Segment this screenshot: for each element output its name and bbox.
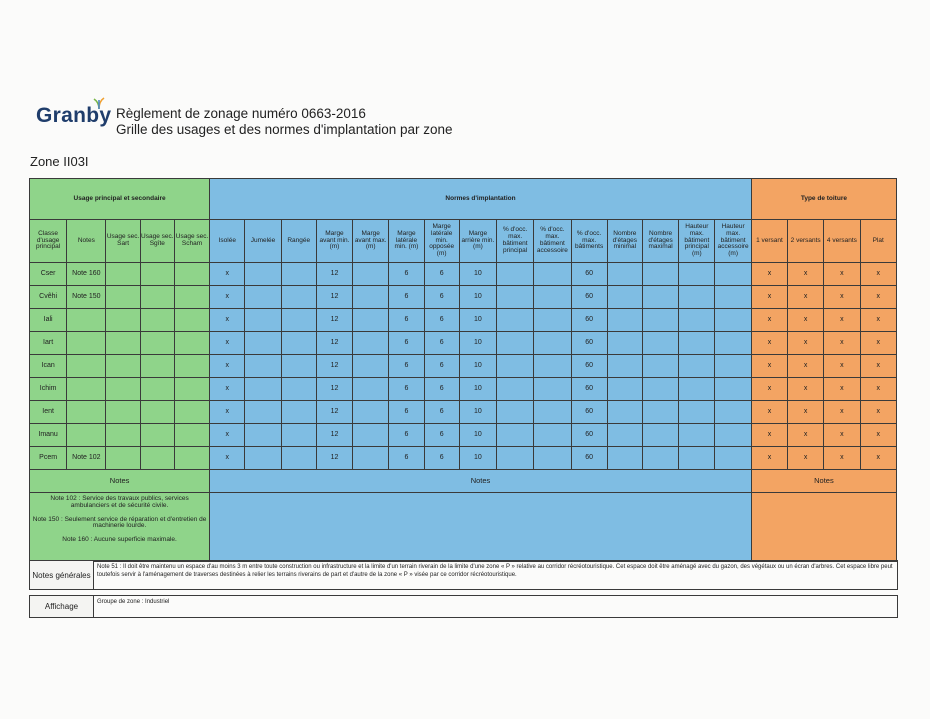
- note-cell: [67, 401, 106, 424]
- leaf-icon: [92, 96, 106, 110]
- norme-cell: x: [210, 401, 245, 424]
- toiture-cell: x: [788, 378, 824, 401]
- class-cell: Iart: [30, 332, 67, 355]
- norme-cell: 6: [389, 447, 424, 470]
- usage-sec-cell: [174, 424, 209, 447]
- col-header-normes: % d'occ. max. bâtiment accessoire: [534, 220, 571, 263]
- toiture-cell: x: [860, 355, 896, 378]
- norme-cell: 6: [389, 401, 424, 424]
- norme-cell: 12: [316, 424, 352, 447]
- usage-sec-cell: [174, 447, 209, 470]
- table-row: [30, 286, 897, 309]
- norme-cell: 12: [316, 401, 352, 424]
- norme-cell: x: [210, 355, 245, 378]
- norme-cell: 6: [389, 332, 424, 355]
- toiture-cell: x: [860, 309, 896, 332]
- usage-sec-cell: [174, 401, 209, 424]
- norme-cell: [281, 447, 316, 470]
- usage-sec-cell: [106, 309, 140, 332]
- norme-cell: [353, 263, 389, 286]
- norme-cell: [497, 286, 534, 309]
- table-row: [30, 447, 897, 470]
- norme-cell: 6: [389, 355, 424, 378]
- norme-cell: [245, 332, 281, 355]
- norme-cell: [715, 286, 751, 309]
- norme-cell: [607, 355, 642, 378]
- norme-cell: [679, 332, 715, 355]
- usage-sec-cell: [106, 286, 140, 309]
- note-item: Note 102 : Service des travaux publics, services ambulanciers et de sécurité civile.: [50, 495, 189, 509]
- norme-cell: [497, 424, 534, 447]
- norme-cell: 10: [459, 401, 496, 424]
- col-header-usage: Usage sec. Sart: [106, 220, 140, 263]
- usage-sec-cell: [106, 401, 140, 424]
- col-header-toiture: Plat: [860, 220, 896, 263]
- toiture-cell: x: [788, 401, 824, 424]
- toiture-cell: x: [860, 401, 896, 424]
- toiture-cell: x: [788, 424, 824, 447]
- norme-cell: [679, 286, 715, 309]
- usage-sec-cell: [174, 355, 209, 378]
- norme-cell: [534, 447, 571, 470]
- normes-section-header: Normes d'implantation: [210, 179, 752, 220]
- norme-cell: [245, 447, 281, 470]
- norme-cell: [642, 309, 678, 332]
- norme-cell: [607, 332, 642, 355]
- norme-cell: [281, 424, 316, 447]
- document-subtitle: Grille des usages et des normes d'implantation par zone: [116, 122, 453, 137]
- toiture-cell: x: [751, 263, 787, 286]
- class-cell: Ichim: [30, 378, 67, 401]
- norme-cell: [245, 263, 281, 286]
- usage-sec-cell: [140, 332, 174, 355]
- toiture-cell: x: [788, 286, 824, 309]
- usage-sec-cell: [140, 424, 174, 447]
- toiture-cell: x: [788, 263, 824, 286]
- norme-cell: x: [210, 378, 245, 401]
- norme-cell: 60: [571, 309, 607, 332]
- norme-cell: [281, 401, 316, 424]
- norme-cell: [281, 286, 316, 309]
- norme-cell: x: [210, 332, 245, 355]
- col-header-normes: Marge arrière min. (m): [459, 220, 496, 263]
- norme-cell: [497, 263, 534, 286]
- class-cell: Imanu: [30, 424, 67, 447]
- norme-cell: [281, 263, 316, 286]
- col-header-normes: % d'occ. max. bâtiments: [571, 220, 607, 263]
- table-row: [30, 424, 897, 447]
- note-cell: [67, 332, 106, 355]
- norme-cell: [245, 401, 281, 424]
- toiture-cell: x: [824, 332, 860, 355]
- usage-sec-cell: [174, 309, 209, 332]
- notes-header-toiture: Notes: [751, 470, 896, 493]
- note-cell: [67, 355, 106, 378]
- norme-cell: [353, 424, 389, 447]
- usage-sec-cell: [174, 286, 209, 309]
- norme-cell: 60: [571, 286, 607, 309]
- norme-cell: [679, 424, 715, 447]
- toiture-cell: x: [824, 447, 860, 470]
- norme-cell: [245, 286, 281, 309]
- norme-cell: 12: [316, 263, 352, 286]
- toiture-cell: x: [860, 263, 896, 286]
- norme-cell: 60: [571, 447, 607, 470]
- zoning-grid: [29, 178, 897, 562]
- usage-sec-cell: [106, 332, 140, 355]
- notes-toiture-body: [751, 493, 896, 562]
- usage-sec-cell: [174, 332, 209, 355]
- norme-cell: [353, 447, 389, 470]
- norme-cell: [679, 447, 715, 470]
- norme-cell: [642, 424, 678, 447]
- norme-cell: 6: [424, 332, 459, 355]
- norme-cell: 6: [424, 424, 459, 447]
- norme-cell: [679, 378, 715, 401]
- note-item: Note 150 : Seulement service de réparation et d'entretien de machinerie lourde.: [32, 515, 207, 530]
- col-header-normes: Nombre d'étages minimal: [607, 220, 642, 263]
- col-header-normes: Rangée: [281, 220, 316, 263]
- norme-cell: 12: [316, 332, 352, 355]
- class-cell: Pcem: [30, 447, 67, 470]
- toiture-cell: x: [751, 309, 787, 332]
- notes-header: Notes: [30, 470, 210, 493]
- norme-cell: 10: [459, 447, 496, 470]
- note-item: Note 160 : Aucune superficie maximale.: [62, 536, 177, 544]
- norme-cell: 10: [459, 332, 496, 355]
- toiture-cell: x: [824, 309, 860, 332]
- col-header-normes: Marge latérale min. (m): [389, 220, 424, 263]
- norme-cell: 12: [316, 378, 352, 401]
- norme-cell: 6: [389, 263, 424, 286]
- norme-cell: [642, 332, 678, 355]
- norme-cell: [679, 309, 715, 332]
- norme-cell: 10: [459, 309, 496, 332]
- norme-cell: 10: [459, 378, 496, 401]
- norme-cell: 60: [571, 378, 607, 401]
- class-cell: Iali: [30, 309, 67, 332]
- norme-cell: [607, 286, 642, 309]
- norme-cell: 12: [316, 355, 352, 378]
- col-header-toiture: 4 versants: [824, 220, 860, 263]
- norme-cell: [497, 309, 534, 332]
- toiture-section-header: Type de toiture: [751, 179, 896, 220]
- col-header-normes: Hauteur max. bâtiment accessoire (m): [715, 220, 751, 263]
- usage-sec-cell: [140, 447, 174, 470]
- usage-sec-cell: [140, 355, 174, 378]
- class-cell: Ient: [30, 401, 67, 424]
- zone-label: Zone II03I: [30, 154, 89, 169]
- norme-cell: [497, 401, 534, 424]
- norme-cell: [642, 355, 678, 378]
- note-cell: [67, 309, 106, 332]
- norme-cell: [497, 378, 534, 401]
- col-header-normes: Hauteur max. bâtiment principal (m): [679, 220, 715, 263]
- col-header-normes: Isolée: [210, 220, 245, 263]
- general-notes-text: Note 51 : Il doit être maintenu un espace d'au moins 3 m entre toute construction ou infrastructure et la limite d'un terrain riverain de la limite d'une zone « P » relative au corridor récréotouristique. Cet espace doit être aménagé avec du gazon, des végétaux ou un écran d'arbres. Cet espace libre peut toutefois servir à l'aménagement de traverses destinées à relier les terrains riverains de part et d'autre de la zone « P » visée par ce corridor récréotouristique.: [94, 561, 898, 590]
- table-row: [30, 378, 897, 401]
- col-header-normes: Marge latérale min. opposée (m): [424, 220, 459, 263]
- toiture-cell: x: [788, 309, 824, 332]
- note-cell: Note 160: [67, 263, 106, 286]
- norme-cell: [534, 263, 571, 286]
- norme-cell: [281, 332, 316, 355]
- col-header-usage: Notes: [67, 220, 106, 263]
- norme-cell: 10: [459, 424, 496, 447]
- norme-cell: [245, 424, 281, 447]
- norme-cell: [353, 332, 389, 355]
- usage-sec-cell: [140, 309, 174, 332]
- note-cell: [67, 424, 106, 447]
- col-header-usage: Classe d'usage principal: [30, 220, 67, 263]
- class-cell: Cvêhi: [30, 286, 67, 309]
- note-cell: Note 150: [67, 286, 106, 309]
- col-header-usage: Usage sec. Sgîte: [140, 220, 174, 263]
- table-row: [30, 401, 897, 424]
- table-row: [30, 332, 897, 355]
- norme-cell: [642, 378, 678, 401]
- norme-cell: [642, 401, 678, 424]
- toiture-cell: x: [751, 332, 787, 355]
- note-cell: Note 102: [67, 447, 106, 470]
- norme-cell: x: [210, 424, 245, 447]
- norme-cell: 60: [571, 263, 607, 286]
- general-notes-table: [29, 560, 898, 618]
- norme-cell: [607, 447, 642, 470]
- toiture-cell: x: [860, 424, 896, 447]
- norme-cell: 60: [571, 332, 607, 355]
- toiture-cell: x: [751, 401, 787, 424]
- affichage-text: Groupe de zone : Industriel: [94, 596, 898, 618]
- norme-cell: [715, 401, 751, 424]
- class-cell: Cser: [30, 263, 67, 286]
- col-header-normes: Jumelée: [245, 220, 281, 263]
- document-title: Règlement de zonage numéro 0663-2016: [116, 106, 366, 121]
- norme-cell: 10: [459, 263, 496, 286]
- norme-cell: [534, 378, 571, 401]
- norme-cell: 6: [424, 447, 459, 470]
- table-row: [30, 355, 897, 378]
- col-header-normes: % d'occ. max. bâtiment principal: [497, 220, 534, 263]
- usage-sec-cell: [106, 378, 140, 401]
- norme-cell: [534, 401, 571, 424]
- usage-sec-cell: [106, 355, 140, 378]
- norme-cell: 12: [316, 286, 352, 309]
- usage-sec-cell: [140, 401, 174, 424]
- toiture-cell: x: [824, 424, 860, 447]
- affichage-label: Affichage: [30, 596, 94, 618]
- norme-cell: 12: [316, 447, 352, 470]
- norme-cell: x: [210, 309, 245, 332]
- toiture-cell: x: [860, 378, 896, 401]
- norme-cell: x: [210, 286, 245, 309]
- toiture-cell: x: [751, 447, 787, 470]
- granby-logo: Granby: [36, 104, 112, 127]
- table-row: [30, 309, 897, 332]
- col-header-toiture: 2 versants: [788, 220, 824, 263]
- norme-cell: 6: [389, 286, 424, 309]
- col-header-toiture: 1 versant: [751, 220, 787, 263]
- norme-cell: [245, 378, 281, 401]
- norme-cell: x: [210, 263, 245, 286]
- norme-cell: [281, 355, 316, 378]
- usage-sec-cell: [106, 447, 140, 470]
- general-notes-label: Notes générales: [30, 561, 94, 590]
- toiture-cell: x: [751, 355, 787, 378]
- norme-cell: [281, 378, 316, 401]
- norme-cell: [715, 332, 751, 355]
- note-cell: [67, 378, 106, 401]
- usage-section-header: Usage principal et secondaire: [30, 179, 210, 220]
- col-header-normes: Marge avant max. (m): [353, 220, 389, 263]
- norme-cell: [353, 286, 389, 309]
- usage-sec-cell: [140, 263, 174, 286]
- norme-cell: [679, 401, 715, 424]
- toiture-cell: x: [824, 286, 860, 309]
- norme-cell: [607, 263, 642, 286]
- toiture-cell: x: [788, 447, 824, 470]
- norme-cell: 6: [389, 378, 424, 401]
- norme-cell: [679, 263, 715, 286]
- norme-cell: [534, 332, 571, 355]
- norme-cell: 6: [424, 263, 459, 286]
- norme-cell: [642, 286, 678, 309]
- norme-cell: [607, 424, 642, 447]
- toiture-cell: x: [824, 378, 860, 401]
- norme-cell: [715, 447, 751, 470]
- norme-cell: 6: [389, 424, 424, 447]
- norme-cell: 60: [571, 401, 607, 424]
- norme-cell: [353, 355, 389, 378]
- notes-normes-body: [210, 493, 752, 562]
- norme-cell: 6: [424, 309, 459, 332]
- toiture-cell: x: [788, 332, 824, 355]
- norme-cell: [497, 447, 534, 470]
- norme-cell: [534, 286, 571, 309]
- norme-cell: [497, 355, 534, 378]
- norme-cell: 6: [424, 401, 459, 424]
- usage-sec-cell: [140, 286, 174, 309]
- norme-cell: [715, 378, 751, 401]
- norme-cell: [353, 378, 389, 401]
- notes-header-normes: Notes: [210, 470, 752, 493]
- norme-cell: [353, 401, 389, 424]
- norme-cell: [607, 309, 642, 332]
- usage-sec-cell: [174, 263, 209, 286]
- norme-cell: 6: [424, 286, 459, 309]
- norme-cell: [715, 309, 751, 332]
- toiture-cell: x: [860, 332, 896, 355]
- norme-cell: [245, 309, 281, 332]
- norme-cell: 6: [389, 309, 424, 332]
- norme-cell: 60: [571, 355, 607, 378]
- toiture-cell: x: [860, 286, 896, 309]
- norme-cell: [497, 332, 534, 355]
- norme-cell: [534, 424, 571, 447]
- norme-cell: [534, 355, 571, 378]
- notes-list: [30, 493, 210, 562]
- usage-sec-cell: [140, 378, 174, 401]
- norme-cell: 6: [424, 355, 459, 378]
- class-cell: Ican: [30, 355, 67, 378]
- col-header-normes: Nombre d'étages maximal: [642, 220, 678, 263]
- toiture-cell: x: [860, 447, 896, 470]
- norme-cell: [679, 355, 715, 378]
- norme-cell: [715, 424, 751, 447]
- norme-cell: 6: [424, 378, 459, 401]
- toiture-cell: x: [751, 378, 787, 401]
- norme-cell: [534, 309, 571, 332]
- toiture-cell: x: [824, 401, 860, 424]
- usage-sec-cell: [174, 378, 209, 401]
- toiture-cell: x: [824, 355, 860, 378]
- toiture-cell: x: [824, 263, 860, 286]
- norme-cell: x: [210, 447, 245, 470]
- norme-cell: [607, 378, 642, 401]
- toiture-cell: x: [751, 424, 787, 447]
- col-header-normes: Marge avant min. (m): [316, 220, 352, 263]
- norme-cell: 60: [571, 424, 607, 447]
- norme-cell: [245, 355, 281, 378]
- usage-sec-cell: [106, 263, 140, 286]
- norme-cell: [353, 309, 389, 332]
- table-row: [30, 263, 897, 286]
- norme-cell: 10: [459, 355, 496, 378]
- norme-cell: 10: [459, 286, 496, 309]
- col-header-usage: Usage sec. Scham: [174, 220, 209, 263]
- norme-cell: [642, 263, 678, 286]
- norme-cell: [281, 309, 316, 332]
- norme-cell: [715, 355, 751, 378]
- toiture-cell: x: [751, 286, 787, 309]
- norme-cell: [715, 263, 751, 286]
- norme-cell: 12: [316, 309, 352, 332]
- norme-cell: [607, 401, 642, 424]
- toiture-cell: x: [788, 355, 824, 378]
- usage-sec-cell: [106, 424, 140, 447]
- norme-cell: [642, 447, 678, 470]
